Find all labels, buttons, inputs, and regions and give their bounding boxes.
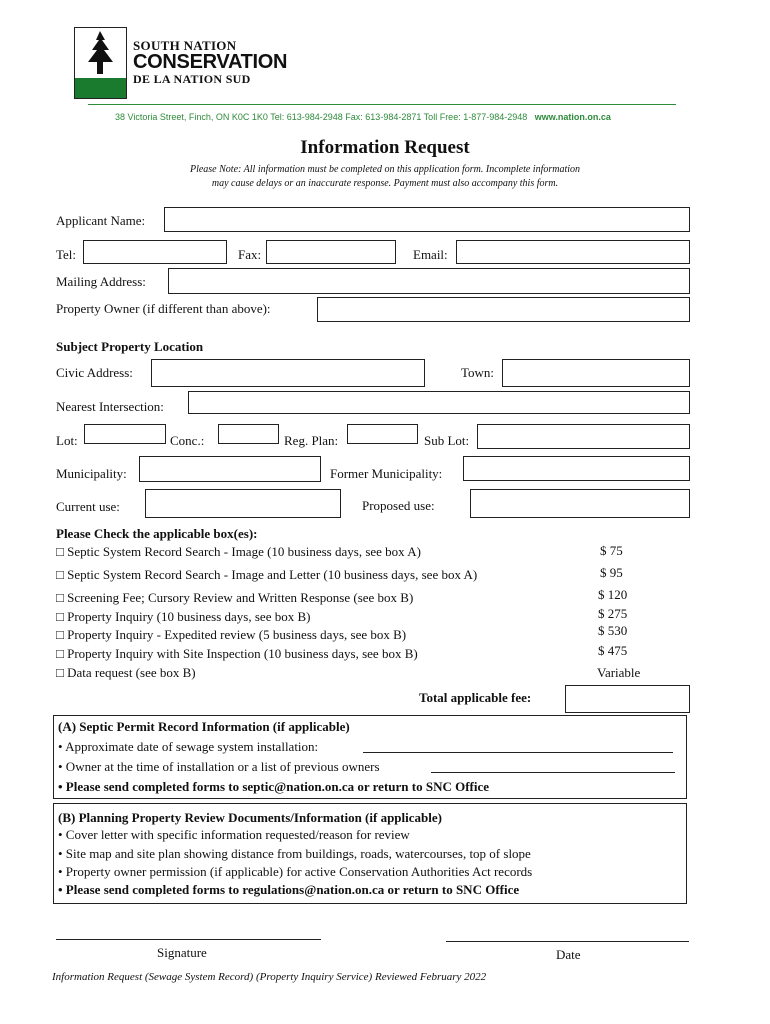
total-fee-field[interactable] [565, 685, 690, 713]
box-b-heading: (B) Planning Property Review Documents/Information (if applicable) [58, 810, 442, 825]
service-fee-screening: $ 120 [598, 587, 628, 602]
proposed-use-field[interactable] [470, 489, 690, 518]
reg-plan-field[interactable] [347, 424, 418, 444]
municipality-label: Municipality: [56, 466, 127, 481]
civic-address-label: Civic Address: [56, 365, 133, 380]
date-line[interactable] [446, 941, 689, 942]
date-label: Date [556, 947, 581, 962]
property-owner-label: Property Owner (if different than above): [56, 301, 271, 316]
service-checkbox-septic-image-letter[interactable]: □ Septic System Record Search - Image and Letter (10 business days, see box A) [56, 567, 478, 582]
sub-lot-field[interactable] [477, 424, 690, 449]
service-fee-septic-image: $ 75 [600, 543, 623, 558]
applicant-name-field[interactable] [164, 207, 690, 232]
header-divider [88, 104, 676, 105]
lot-field[interactable] [84, 424, 166, 444]
box-b-line1: • Cover letter with specific information requested/reason for review [58, 827, 410, 842]
mailing-address-field[interactable] [168, 268, 690, 294]
service-fee-property-inquiry: $ 275 [598, 606, 628, 621]
box-a-septic-info [53, 715, 687, 799]
reg-plan-label: Reg. Plan: [284, 433, 339, 448]
box-a-install-date-label: • Approximate date of sewage system installation: [58, 739, 319, 754]
nearest-intersection-field[interactable] [188, 391, 690, 414]
instructions-note [0, 163, 770, 191]
lot-label: Lot: [56, 433, 78, 448]
logo [74, 27, 127, 99]
proposed-use-label: Proposed use: [362, 498, 435, 513]
conc-label: Conc.: [170, 433, 205, 448]
sub-lot-label: Sub Lot: [424, 433, 470, 448]
box-b-send-instruction: • Please send completed forms to regulations@nation.on.ca or return to SNC Office [58, 882, 520, 897]
mailing-address-label: Mailing Address: [56, 274, 146, 289]
current-use-field[interactable] [145, 489, 341, 518]
contact-details: 38 Victoria Street, Finch, ON K0C 1K0 Tel: 613-984-2948 Fax: 613-984-2871 Toll Free: 1-877-984-2948 [115, 112, 528, 122]
current-use-label: Current use: [56, 499, 120, 514]
box-b-line3: • Property owner permission (if applicable) for active Conservation Authorities Act records [58, 864, 533, 879]
box-a-heading: (A) Septic Permit Record Information (if applicable) [58, 719, 350, 734]
conc-field[interactable] [218, 424, 279, 444]
box-b-line2: • Site map and site plan showing distance from buildings, roads, watercourses, top of slope [58, 846, 531, 861]
page-title: Information Request [300, 137, 470, 158]
former-municipality-label: Former Municipality: [330, 466, 443, 481]
box-a-owner-label: • Owner at the time of installation or a list of previous owners [58, 759, 380, 774]
service-checkbox-site-inspection[interactable]: □ Property Inquiry with Site Inspection (10 business days, see box B) [56, 646, 418, 661]
municipality-field[interactable] [139, 456, 321, 482]
footer-note: Information Request (Sewage System Record) (Property Inquiry Service) Reviewed February 2022 [52, 971, 487, 983]
org-name-line1: SOUTH NATION [133, 38, 237, 53]
total-fee-label: Total applicable fee: [419, 690, 532, 705]
property-location-heading: Subject Property Location [56, 339, 204, 354]
service-checkbox-property-inquiry[interactable]: □ Property Inquiry (10 business days, see box B) [56, 609, 311, 624]
note-line2: may cause delays or an inaccurate response. Payment must also accompany this form. [211, 178, 559, 189]
civic-address-field[interactable] [151, 359, 425, 387]
box-a-send-instruction: • Please send completed forms to septic@nation.on.ca or return to SNC Office [58, 779, 490, 794]
former-municipality-field[interactable] [463, 456, 690, 481]
service-checkbox-data-request[interactable]: □ Data request (see box B) [56, 665, 196, 680]
previous-owners-line[interactable] [431, 772, 675, 773]
service-fee-site-inspection: $ 475 [598, 643, 628, 658]
tree-icon [75, 28, 126, 78]
logo-ground [75, 78, 126, 98]
tel-field[interactable] [83, 240, 227, 264]
box-b-planning-info [53, 803, 687, 904]
email-field[interactable] [456, 240, 690, 264]
property-owner-field[interactable] [317, 297, 690, 322]
email-label: Email: [413, 247, 448, 262]
signature-label: Signature [157, 945, 207, 960]
fax-label: Fax: [238, 247, 262, 262]
org-name-line2: CONSERVATION [133, 51, 288, 73]
town-field[interactable] [502, 359, 690, 387]
note-line1: Please Note: All information must be completed on this application form. Incomplete information [189, 164, 581, 175]
service-fee-septic-image-letter: $ 95 [600, 565, 623, 580]
org-name-line3: DE LA NATION SUD [133, 72, 251, 86]
service-checkbox-expedited[interactable]: □ Property Inquiry - Expedited review (5 business days, see box B) [56, 627, 407, 642]
town-label: Town: [461, 365, 495, 380]
services-heading: Please Check the applicable box(es): [56, 526, 258, 541]
contact-line [115, 112, 611, 122]
website-link[interactable]: www.nation.on.ca [534, 112, 611, 122]
signature-line[interactable] [56, 939, 321, 940]
applicant-name-label: Applicant Name: [56, 213, 146, 228]
service-checkbox-screening[interactable]: □ Screening Fee; Cursory Review and Written Response (see box B) [56, 590, 414, 605]
fax-field[interactable] [266, 240, 396, 264]
service-fee-data-request: Variable [597, 665, 641, 680]
tel-label: Tel: [56, 247, 77, 262]
service-checkbox-septic-image[interactable]: □ Septic System Record Search - Image (10 business days, see box A) [56, 544, 421, 559]
install-date-line[interactable] [363, 752, 673, 753]
service-fee-expedited: $ 530 [598, 623, 628, 638]
nearest-intersection-label: Nearest Intersection: [56, 399, 164, 414]
